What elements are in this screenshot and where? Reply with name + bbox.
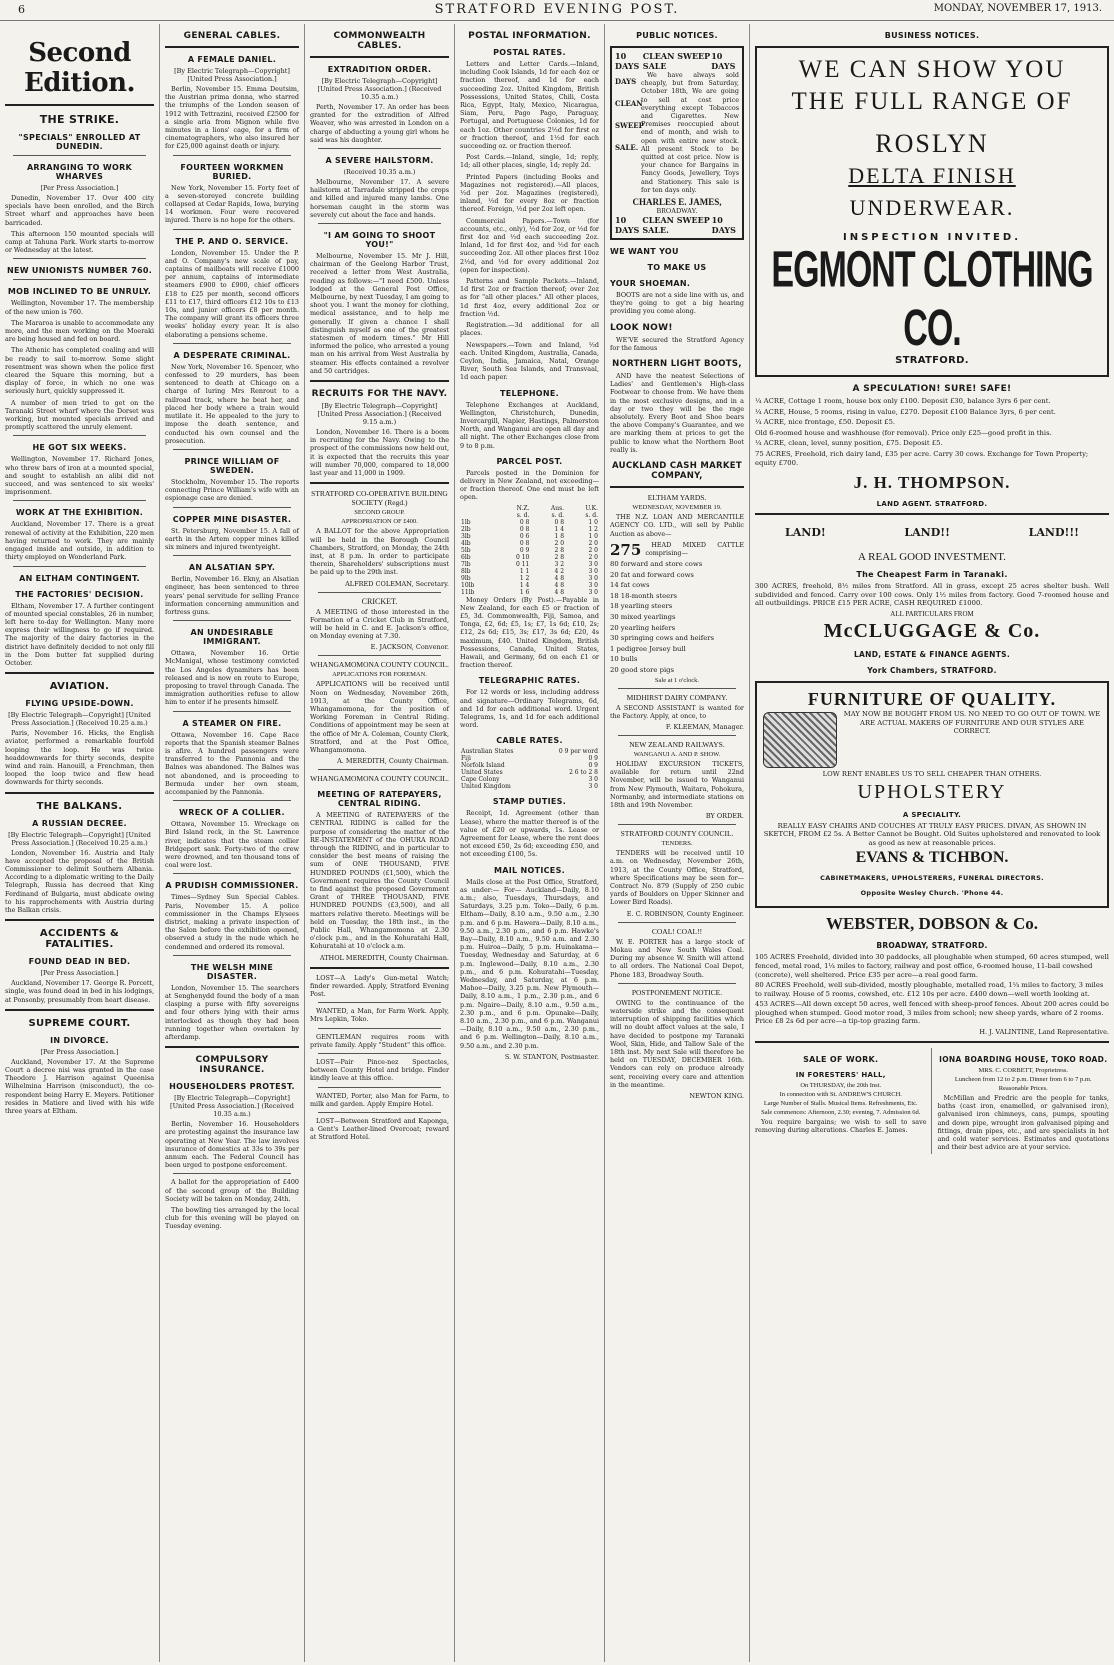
article-heading: TELEPHONE. (499, 388, 560, 398)
article-text: Perth, November 17. An order has been granted for the extradition of Alfred Weaver, who was arrested in London on a charge of abducting a young girl whom he said was his daughter. (310, 103, 449, 144)
article-text: Auckland, November 17. George R. Porcett, single, was found dead in bed in his lodgings, at Ponsonby, presumably from heart disease. (5, 979, 154, 1004)
list-item: 20 good store pigs (610, 666, 674, 675)
article-heading: TELEGRAPHIC RATES. (478, 676, 581, 686)
list-item: 18 yearling steers (610, 602, 673, 611)
byline: [By Electric Telegraph—Copyright] [United Press Association.] (Received 10.25 a.m.) (8, 830, 151, 847)
article-text: Berlin, November 16. Householders are protesting against the insurance law operating at New Year. The law involves insurance of domestics at 33s to 39s per annum each. The Federal Council has been urged to postpone enforcement. (165, 1120, 299, 1170)
section-heading: SUPREME COURT. (28, 1017, 131, 1029)
table-row: 2lb 0 8 1 4 1 2 (461, 525, 598, 533)
list-item: 30 mixed yearlings (610, 613, 676, 622)
section-heading: ACCIDENTS & FATALITIES. (39, 928, 120, 951)
byline: [By Electric Telegraph—Copyright] [United Press Association.] (Received 10.35 a.m.) (170, 1094, 294, 1119)
evans-tichbon-ad: FURNITURE OF QUALITY. MAY NOW BE BOUGHT FROM US. NO NEED TO GO OUT OF TOWN. WE ARE ACTUAL MAKERS OF FURNITURE AND OUR STYLES ARE CORRECT. LOW RENT ENABLES US TO SELL CHEAPER THAN OTHERS. UPHOLSTERY A SPECIALITY. REALLY EASY CHAIRS AND COUCHES AT TRULY EASY PRICES. DIVAN, AS SHOWN IN SKETCH, FROM £2 5s. A Better Cannot be Bought. Old Suites upholstered and renovated to look as good as new at reasonable prices. EVANS & TICHBON. CABINETMAKERS, UPHOLSTERERS, FUNERAL DIRECTORS. Opposite Wesley Church. 'Phone 44. (755, 681, 1109, 908)
classified-ad: WANTED, Porter, also Man for Farm, to milk and garden. Apply Empire Hotel. (310, 1091, 449, 1108)
article-text: Berlin, November 16. Ekny, an Alsatian engineer, has been sentenced to three years' penal servitude for selling France information concerning ammunition and fortress guns. (165, 575, 299, 616)
article-subheading: THE FACTORIES' DECISION. (15, 589, 144, 599)
article-heading: POSTAL RATES. (493, 48, 566, 57)
cable-rates-table (460, 748, 599, 790)
list-item: 75 ACRES, Freehold, rich dairy land, £35 per acre. Carry 30 cows. Exchange for Town Property; equity £700. (755, 449, 1089, 467)
article-text: Printed Papers (including Books and Magazines not registered).—All places, ½d per 2oz. Magazines (registered), inland, ½d for every 8oz or fraction thereof. Foreign, ½d per 2oz left open. (460, 172, 599, 214)
notice-signature: ATHOL MEREDITH, County Chairman. (319, 953, 449, 962)
article-text: Eltham, November 17. A further contingent of mounted special constables, 26 in number, left here to-day for Wellington. Many more express their willingness to go if required. The majority of the dairy factories in the district have definitely decided to not only fill in the Dom butter fat supplied during October. (5, 601, 154, 667)
table-row: 6lb 0 10 2 8 2 0 (461, 553, 598, 561)
article-text: The Mararoa is unable to accommodate any more, and the men working on the Moeraki are being housed and fed on board. (5, 318, 154, 344)
parcel-rates-table (460, 505, 599, 596)
column-5: PUBLIC NOTICES. 10 DAYS CLEAN SWEEP SALE 10 DAYS DAYS CLEAN SWEEP SALE. We have always sold cheaply, but from Saturday, October 18th, We are going to sell at cost price everything except Tobaccos and Cigarettes. New Premises reoccupied about end of month, and wish to open with entire new stock. All present Stock to be quitted at cost price. Now is your chance for Bargains in Fancy Goods, Jewellery, Toys and Stationery. This sale is for ten days only. CHARLES E. JAMES, BROADWAY. 10 DAYS CLEAN SWEEP SALE. 10 DAYS WE WANT YOU TO MAKE US YOUR SHOEMAN. BOOTS are not a side line with us, and they're going to get a big hearing providing you come along. LOOK NOW! WE'VE secured the Stratford Agency for the famous NORTHERN LIGHT BOOTS, AND have the neatest Selections of Ladies' and Gentlemen's High-class Footwear to choose from. We have them in the most exclusive designs, and in a day or two they will be the rage absolutely. Every Boot and Shoe bears the above Company's Guarantee, and we are marking them at prices to get the public to know what the Northern Boot really is. AUCKLAND CASH MARKET COMPANY, ELTHAM YARDS. WEDNESDAY, NOVEMBER 19. THE N.Z. LOAN AND MERCANTILE AGENCY CO. LTD., will sell by Public Auction as above— 275 HEAD MIXED CATTLE comprising— 80 forward and store cows 20 fat and forward cows 14 fat cows 18 18-month steers 18 yearling steers 30 mixed yearlings 20 yearling heifers 30 springing cows and heifers 1 pedigree Jersey bull 10 bulls 20 good store pigs Sale at 1 o'clock. MIDHIRST DAIRY COMPANY. A SECOND ASSISTANT is wanted for the Factory. Apply, at once, to F. KLEEMAN, Manager. NEW ZEALAND RAILWAYS. WANGANUI A. AND P. SHOW. HOLIDAY EXCURSION TICKETS, available for return until 22nd November, will be issued to Wanganui from New Plymouth, Waitara, Pohokura, Normanby, and intermediate stations on 18th and 19th November. BY ORDER. STRATFORD COUNTY COUNCIL. TENDERS. TENDERS will be received until 10 a.m. on Wednesday, November 26th, 1913, at the County Office, Stratford, where Specifications may be seen for— Contract No. 879 (Supply of 250 cubic yards of Boulders on Upper Skinner and Lower Bird Roads). E. C. ROBINSON, County Engineer. COAL! COAL!! W. E. PORTER has a large stock of Mokau and New South Wales Coal. During my absence W. Smith will attend to all orders. The National Coal Depot, Phone 183, Broadway South. POSTPONEMENT NOTICE. OWING to the continuance of the waterside strike and the consequent interruption of shipping facilities which will no doubt affect values at the sale, I have decided to postpone my Taranaki Wool, Skin, Hide, and Tallow Sale of the 18th inst. My next Sale will therefore be held on TUESDAY, DECEMBER 16th. Vendors can rely on produce already sent, receiving every care and attention in the meantime. NEWTON KING. (605, 24, 750, 1662)
article-text: Telephone Exchanges at Auckland, Wellington, Christchurch, Dunedin, Invercargill, Napier, Hastings, Palmerston North, and Wanganui are open all day and all night. The other Exchanges close from 9 to 8 p.m. (460, 400, 599, 450)
article-text: New York, November 16. Spencer, who confessed to 29 murders, has been sentenced to death at Chicago on a charge of luring Mrs Renrout to a railroad track, where he beat her, and placed her body where a train would mutilate it. He appealed to the jury to impose the death sentence, and conducted his own counsel and the prosecution. (165, 362, 299, 445)
notice-text: A MEETING of those interested in the Formation of a Cricket Club in Stratford, will be held in C. and E. Jackson's office, on Monday evening at 7.30. (310, 607, 449, 641)
classified-ad: LOST—Between Stratford and Kaponga, a Gent's Leather-lined Overcoat; reward at Stratford Hotel. (310, 1117, 449, 1142)
byline: [Per Press Association.] (40, 1047, 119, 1056)
article-heading: A SEVERE HAILSTORM. (325, 156, 434, 166)
article-text: Newspapers.—Town and Inland, ½d each. United Kingdom, Australia, Canada, Ceylon, India, Jamaica, Natal, Orange River, South Sea Islands, and Transvaal, 1d each paper. (460, 340, 599, 382)
notice-subheading: SECOND GROUP. (354, 509, 405, 517)
article-text: Ottawa, November 16. Cape Race reports that the Spanish steamer Balnes is afire. A hundred passengers were transferred to the Pannonia and the Balnes was abandoned. The Balnes was not abandoned, and is proceeding to Bermuda under her own steam, accompanied by the Pannonia. (165, 730, 299, 796)
notice-signature: ALFRED COLEMAN, Secretary. (345, 579, 449, 588)
column-1 (0, 24, 160, 1662)
article-heading: A STEAMER ON FIRE. (182, 718, 282, 728)
notice-subheading: APPROPRIATION OF £400. (341, 518, 418, 526)
section-heading: PUBLIC NOTICES. (636, 31, 718, 40)
article-heading: A RUSSIAN DECREE. (32, 818, 127, 828)
list-item: 20 fat and forward cows (610, 570, 694, 579)
article-heading: "I AM GOING TO SHOOT YOU!" (323, 231, 436, 250)
table-row: 1lb 0 8 0 8 1 0 (461, 518, 598, 526)
article-text: Stockholm, November 15. The reports connecting Prince William's wife with an espionage case are denied. (165, 477, 299, 503)
notice-text: A MEETING of RATEPAYERS of the CENTRAL RIDING is called for the purpose of considering the matter of the RE-INSTATEMENT of the OHURA ROAD through the RIDING, and in particular to consider the best means of raising the sum of ONE THOUSAND, FIVE HUNDRED POUNDS (£1,500), which the Government requires the County Council to find against the proposed Government Grant of THREE THOUSAND, FIVE HUNDRED POUNDS (£3,500), and all matters relative thereto. Meetings will be held on Tuesday, the 18th inst., in the Public Hall, Whangamomona at 2.30 o'clock p.m., and in the Kohuratahi Hall, Kohuratahi at 10 o'clock a.m. (310, 811, 449, 951)
article-heading: WRECK OF A COLLIER. (179, 808, 285, 818)
article-heading: AN ELTHAM CONTINGENT. (19, 573, 140, 583)
article-text: Receipt, 1d. Agreement (other than Lease), where the matter thereof is of the value of £20 or upwards, 1s. Lease or Agreement for Lease, where the rent does not exceed £50, 2s 6d; exceeding £50, and not exceeding £100, 5s. (460, 809, 599, 859)
article-heading: CABLE RATES. (496, 736, 563, 746)
article-heading: A PRUDISH COMMISSIONER. (165, 881, 299, 891)
article-text: A ballot for the appropriation of £400 of the second group of the Building Society will be taken on Monday, 24th. (165, 1178, 299, 1203)
article-text: For 12 words or less, including address and signature—Ordinary Telegrams, 6d, and 1d for each additional word. Urgent Telegrams, 1s, and 1d for each additional word. (460, 688, 599, 730)
notice-text: A BALLOT for the above Appropriation will be held in the Borough Council Chambers, Stratford, on Monday, the 24th inst, at 8 p.m. In order to participate therein, Shareholders' subscriptions must be paid up to the 29th inst. (310, 527, 449, 577)
notice-signature: S. W. STANTON, Postmaster. (504, 1052, 599, 1061)
article-text: Ottawa, November 16. Ortie McManigal, whose testimony convicted the Los Angeles dynamiters has been released and is now en route to Europe, proposing to travel through Canada. The immigration authorities refuse to allow him to enter if he presents himself. (165, 649, 299, 707)
article-text: New York, November 15. Forty feet of a seven-storeyed concrete building collapsed at Cedar Rapids, Iowa, burying 14 workmen. Four were recovered injured. There is no hope for the others. (165, 183, 299, 225)
table-header-row: s. d. s. d. s. d. (516, 511, 598, 519)
article-heading: WORK AT THE EXHIBITION. (15, 508, 144, 518)
article-heading: FOUND DEAD IN BED. (28, 957, 131, 967)
article-text: Dunedin, November 17. Over 400 city specials have been enrolled, and the Birch Street wharf and approaches have been barricaded. (5, 194, 154, 227)
classified-ad: LOST—Pair Pince-nez Spectacles, between County Hotel and bridge. Finder kindly leave at this office. (310, 1058, 449, 1083)
article-heading: STAMP DUTIES. (492, 797, 567, 807)
table-row: 11lb 1 6 4 8 3 0 (461, 588, 598, 596)
section-heading: THE STRIKE. (39, 113, 120, 126)
article-text: Ottawa, November 15. Wreckage on Bird Island reck, in the St. Lawrence river, indicates that the steam collier Bridgeport sank. Forty-two of the crew were drowned, and ten thousand tons of coal were lost. (165, 820, 299, 870)
table-row: United States 2 6 to 2 8 (461, 769, 598, 777)
list-item: 30 springing cows and heifers (610, 634, 715, 643)
clean-sweep-sale-ad: 10 DAYS CLEAN SWEEP SALE 10 DAYS DAYS CLEAN SWEEP SALE. We have always sold cheaply, but from Saturday, October 18th, We are going to sell at cost price everything except Tobaccos and Cigarettes. New Premises reoccupied about end of month, and wish to open with entire new stock. All present Stock to be quitted at cost price. Now is your chance for Bargains in Fancy Goods, Jewellery, Toys and Stationery. This sale is for ten days only. CHARLES E. JAMES, BROADWAY. 10 DAYS CLEAN SWEEP SALE. 10 DAYS (610, 46, 744, 240)
article-text: Berlin, November 15. Emma Deutsim, the Austrian prima donna, who starred the triumphs of the London season of 1912 with Tettrazini, received £2500 for a single aria from Mignon while five minutes in a lions' cage, for a firm of cinematographers, who also insured her for £25,000 against death or injury. (165, 85, 299, 151)
table-row: Fiji 0 9 (461, 755, 598, 763)
section-heading: POSTAL INFORMATION. (468, 31, 591, 41)
advertiser-name: CHARLES E. JAMES, (632, 197, 722, 208)
article-text: Melbourne, November 17. A severe hailstorm at Tarradale stripped the crops and killed and injured many lambs. One horseman caught in the storm was severely cut about the face and hands. (310, 178, 449, 219)
notice-heading: WHANGAMOMONA COUNTY COUNCIL. (310, 660, 449, 670)
article-heading: IN DIVORCE. (50, 1035, 109, 1045)
list-item: Old 6-roomed house and washhouse (for removal). Price only £25—good profit in this. (755, 428, 1052, 437)
table-row: Australian States 0 9 per word (461, 748, 598, 756)
table-row: 8lb 1 1 4 2 3 0 (461, 567, 598, 575)
article-text: St. Petersburg, November 15. A fall of earth in the Artem copper mines killed six miners and injured twentyeight. (165, 526, 299, 551)
list-item: 14 fat cows (610, 581, 650, 590)
page-number: 6 (18, 3, 25, 16)
article-heading: FOURTEEN WORKMEN BURIED. (180, 162, 284, 181)
article-heading: MAIL NOTICES. (494, 865, 565, 875)
column-4 (455, 24, 605, 1662)
section-heading: GENERAL CABLES. (183, 31, 281, 41)
byline: [By Electric Telegraph—Copyright] [United Press Association.] (Received 9.15 a.m.) (317, 402, 442, 427)
column-3 (305, 24, 455, 1662)
sale-of-work-ad: SALE OF WORK. IN FORESTERS' HALL, On THURSDAY, the 20th Inst. In connection with St. ANDREW'S CHURCH. Large Number of Stalls. Musical Items. Refreshments, Etc. Sale commences: Afternoon, 2.30; evening, 7. Admission 6d. You require bargains; we wish to sell to save removing during alterations. Charles E. James. (755, 1048, 932, 1154)
classified-ad: GENTLEMAN requires room with private family. Apply "Student" this office. (310, 1032, 449, 1049)
table-header-row: N.Z. Aus. U.K. (516, 504, 598, 512)
table-row: Norfolk Island 0 9 (461, 762, 598, 770)
article-heading: EXTRADITION ORDER. (327, 65, 432, 74)
table-row: 9lb 1 2 4 8 3 0 (461, 574, 598, 582)
article-text: Auckland, November 17. There is a great renewal of activity at the Exhibition, 220 men having returned to work. They are mainly engaged inside and outside, in addition to thirty employed on Wonderland Park. (5, 520, 154, 562)
article-heading: PARCEL POST. (496, 456, 563, 466)
list-item: 105 ACRES Freehold, divided into 30 paddocks, all ploughable when stumped, 60 acres stumped, well fenced, metal road, 1¼ miles to factory, railway and post office, 6-roomed house, 11-bail cowshed (concrete), well sheltered. Price £35 per acre—a real good farm. (755, 953, 1109, 979)
section-heading: BUSINESS NOTICES. (884, 31, 980, 40)
brand-name: EGMONT CLOTHING CO. (771, 241, 1093, 357)
newspaper-title: STRATFORD EVENING POST. (434, 2, 680, 17)
article-heading: HE GOT SIX WEEKS. (32, 443, 127, 453)
article-heading: THE WELSH MINE DISASTER. (190, 962, 274, 981)
list-item: ¼ ACRE, clean, level, sunny position, £75. Deposit £5. (755, 439, 943, 448)
notice-subheading: MEETING OF RATEPAYERS, CENTRAL RIDING. (317, 790, 442, 809)
byline: [Per Press Association.] (40, 184, 119, 192)
byline: [Per Press Association.] (40, 969, 119, 978)
article-text: London, November 16. Austria and Italy have accepted the proposal of the British Commissioner to delimit Southern Albania. According to a diplomatic writing to the Daily Telegraph, Russia has decreed that King Ferdinand of Bulgaria, must abdicate owing to his rapprochements with Austria during the Balkan crisis. (5, 848, 154, 914)
article-text: Commercial Papers.—Town (for accounts, etc., only), ½d for 2oz, or ½d for first 4oz and ½d each succeeding 2oz. Inland, 1d for first 4oz, and ½d for each succeeding 2oz. All other places first 10oz 2½d, and ½d for every additional 2oz (open for inspection). (460, 216, 599, 274)
table-row: United Kingdom 3 0 (461, 783, 598, 791)
article-subheading: ARRANGING TO WORK WHARVES (26, 163, 133, 181)
article-text: Melbourne, November 15. Mr J. Hill, chairman of the Geelong Harbor Trust, received a letter from West Australia, reading as follows:—"I need £500. Unless lodged at the General Post Office, Melbourne, by next Tuesday, I am going to shoot you. I want the money for clothing, medical assistance, and to help me generally. If given a chance I shall distinguish myself as one of the greatest statesmen of modern times." Mr Hill informed the police, who arrested a young man on his arrival from West Australia by steamer. His effects contained a revolver and 50 cartridges. (310, 252, 449, 375)
masthead (0, 0, 1114, 21)
article-heading: AN UNDESIRABLE IMMIGRANT. (190, 628, 274, 647)
table-row: 3lb 0 6 1 8 1 0 (461, 532, 598, 540)
article-text: Registration.—3d additional for all places. (460, 321, 599, 338)
egmont-clothing-ad: WE CAN SHOW YOU THE FULL RANGE OF ROSLYN DELTA FINISH UNDERWEAR. INSPECTION INVITED. EGMONT CLOTHING CO. STRATFORD. (755, 46, 1109, 377)
list-item: 80 forward and store cows (610, 560, 703, 569)
classified-ad: LOST—A Lady's Gun-metal Watch; finder rewarded. Apply, Stratford Evening Post. (310, 973, 449, 999)
article-text: Times—Sydney Sun Special Cables. Paris, November 15. A police commissioner in the Champs Elysees district, making a private inspection of the Salon before the exhibition opened, observed a study in the nude which he condemned and ordered its removal. (165, 893, 299, 951)
article-text: This afternoon 150 mounted specials will camp at Tahuna Park. Work starts to-morrow or Wednesday at the latest. (5, 229, 154, 255)
article-text: Parcels posted in the Dominion for delivery in New Zealand, not exceeding—or fraction thereof. One end must be left open. (460, 468, 599, 502)
list-item: 80 ACRES Freehold, well sub-divided, mostly ploughable, metalled road, 1¼ miles to factory, 3 miles to railway. House of 5 rooms, cowshed, etc. £12 10s per acre. £400 down—well worth looking at. (755, 981, 1104, 998)
classified-ad: WANTED, a Man, for Farm Work. Apply, Mrs Lepkin, Toko. (310, 1007, 449, 1024)
table-row: 7lb 0 11 3 2 3 0 (461, 560, 598, 568)
article-heading: HOUSEHOLDERS PROTEST. (169, 1082, 295, 1092)
list-item: 20 yearling heifers (610, 623, 676, 632)
column-2 (160, 24, 305, 1662)
notice-heading: WHANGAMOMONA COUNTY COUNCIL. (310, 774, 449, 784)
table-row: Cape Colony 3 0 (461, 776, 598, 784)
article-heading: A FEMALE DANIEL. (187, 55, 277, 64)
article-heading: PRINCE WILLIAM OF SWEDEN. (184, 456, 280, 475)
article-text: Money Orders (By Post).—Payable in New Zealand, for each £5 or fraction of £5, 3d. Commonwealth, Fiji, Samoa, and Tonga, £2, 6d; £5, 1s; £7, 1s 6d; £10, 2s; £12, 2s 6d; £15, 3s; £17, 3s 6d; £20, 4s maximum, £40. United Kingdom, British Possessions, Canada, United States, Hawaii, and Germany, 6d on each £1 or fraction thereof. (460, 595, 599, 670)
article-text: Paris, November 16. Hicks, the English aviator, performed a remarkable fourfold looping the loop. He was twice headdownwards for thirty seconds, despite wind and rain. Hanouill, a Frenchman, then looped the loop twice and flew head downwards for thirty seconds. (5, 729, 154, 787)
notice-text: APPLICATIONS will be received until Noon on Wednesday, November 26th, 1913, at the County Office, Whangamomona, for the position of Working Foreman in Central Riding. Conditions of appointment may be seen at the office of Mr A. Coleman, County Clerk, Stratford, and at the Post Office, Whangamomona. (310, 680, 449, 754)
article-text: London, November 15. Under the P. and O. Company's new scale of pay, captains of mailboats will receive £1000 per annum, captains of intermediate steamers £900 to £900, chief officers £18 to £25 per month, second officers £11 to £17, third officers £12 10s to £13 10s, and junior officers £8 per month. The company will grant its officers three weeks' holiday every year. It is also elaborating a pensions scheme. (165, 248, 299, 339)
property-list (755, 397, 1109, 467)
byline: [By Electric Telegraph—Copyright] [United Press Association.] (Received 10.35 a.m.) (317, 77, 442, 101)
column-6-business-notices: BUSINESS NOTICES. WE CAN SHOW YOU THE FULL RANGE OF ROSLYN DELTA FINISH UNDERWEAR. INSPECTION INVITED. EGMONT CLOTHING CO. STRATFORD. A SPECULATION! SURE! SAFE! ¼ ACRE, Cottage 1 room, house box only £100. Deposit £30, balance 3yrs 6 per cent. ¼ ACRE, House, 5 rooms, rising in value, £270. Deposit £100 Balance 3yrs, 6 per cent. ¼ ACRE, nice frontage, £50. Deposit £5. Old 6-roomed house and washhouse (for removal). Price only £25—good profit in this. ¼ ACRE, clean, level, sunny position, £75. Deposit £5. 75 ACRES, Freehold, rich dairy land, £35 per acre. Carry 30 cows. Exchange for Town Property; equity £700. J. H. THOMPSON. LAND AGENT. STRATFORD. LAND! LAND!! LAND!!! A REAL GOOD INVESTMENT. The Cheapest Farm in Taranaki. 300 ACRES, freehold, 8½ miles from Stratford. All in grass, except 25 acres shelter bush. Well subdivided and fenced. Carry over 100 cows. Only 1½ miles from factory. Good 7-roomed house and all outbuildings. PRICE £15 PER ACRE, CASH REQUIRED £1000. ALL PARTICULARS FROM McCLUGGAGE & Co. LAND, ESTATE & FINANCE AGENTS. York Chambers, STRATFORD. FURNITURE OF QUALITY. MAY NOW BE BOUGHT FROM US. NO NEED TO GO OUT OF TOWN. WE ARE ACTUAL MAKERS OF FURNITURE AND OUR STYLES ARE CORRECT. LOW RENT ENABLES US TO SELL CHEAPER THAN OTHERS. UPHOLSTERY A SPECIALITY. REALLY EASY CHAIRS AND COUCHES AT TRULY EASY PRICES. DIVAN, AS SHOWN IN SKETCH, FROM £2 5s. A Better Cannot be Bought. Old Suites upholstered and renovated to look as good as new at reasonable prices. EVANS & TICHBON. CABINETMAKERS, UPHOLSTERERS, FUNERAL DIRECTORS. Opposite Wesley Church. 'Phone 44. WEBSTER, DOBSON & Co. BROADWAY, STRATFORD. 105 ACRES Freehold, divided into 30 paddocks, all ploughable when stumped, 60 acres stumped, well fenced, metal road, 1¼ miles to factory, railway and post office, 6-roomed house, 11-bail cowshed (concrete), well sheltered. Price £35 per acre—a real good farm. 80 ACRES Freehold, well sub-divided, mostly ploughable, metalled road, 1¼ miles to factory, 3 miles to railway. House of 5 rooms, cowshed, etc. £12 10s per acre. £400 down—well worth looking at. 453 ACRES—All down except 50 acres, well fenced with sheep-proof fences. About 200 acres could be ploughed when stumped. Good motor road, 3 miles from school; new sheep yards, whare of 2 rooms. Price £8 2s 6d per acre—a tip-top grazing farm. H. J. VALINTINE, Land Representative. SALE OF WORK. IN FORESTERS' HALL, On THURSDAY, the 20th Inst. In connection with St. ANDREW'S CHURCH. Large Number of Stalls. Musical Items. Refreshments, Etc. Sale commences: Afternoon, 2.30; evening, 7. Admission 6d. You require bargains; we wish to sell to save removing during alterations. Charles E. James. IONA BOARDING HOUSE, TOKO ROAD. MRS. C. CORBETT, Proprietress. Luncheon from 12 to 2 p.m. Dinner from 6 to 7 p.m. Reasonable Prices. McMillan and Fredric are the people for tanks, baths (cast iron, enamelled, or galvanised iron), galvanised iron chimneys, cans, pumps, spouting and down pipe, wrought iron galvanised piping and fittings, drain pipes, etc., and are specialists in hot and cold water services. Estimates and quotations and their best advice are at your service. (750, 24, 1114, 1662)
article-text: Mails close at the Post Office, Stratford, as under:— For— Auckland—Daily, 8.10 a.m.; also, Tuesdays, Thursdays, and Saturdays, 3.25 p.m. Toko—Daily, 6 p.m. Eltham—Daily, 8.10 a.m., 9.50 a.m., 2.30 p.m. and 6 p.m. Hawera—Daily, 8.10 a.m., 9.50 a.m., 2.30 p.m., and 6 p.m. Hawke's Bay—Daily, 8.10 a.m., 9.50 a.m. and 2.30 p.m. Huiroa—Daily, 5 p.m. Huinakama—Tuesday, Wednesday and Saturday, at 6 p.m. Inglewood—Daily, 8.10 a.m., 2.30 p.m., and 6 p.m. Kohuratahi—Tuesday, Wednesday, and Saturday, at 6 p.m. Mahoe—Daily, 3.25 p.m. New Plymouth—Daily, 8.10 a.m., 1 p.m., 2.30 p.m., and 6 p.m. Ngaire—Daily, 8.10 a.m., 9.50 a.m., 2.30 p.m., and 6 p.m. Opunake—Daily, 8.10 a.m., 2.30 p.m., and 6 p.m. Wanganui—Daily, 8.10 a.m., 9.50 a.m., 2.30 p.m., and 6 p.m. Wellington—Daily, 8.10 a.m., 9.50 a.m., and 2.30 p.m. (460, 877, 599, 1050)
article-heading: THE P. AND O. SERVICE. (175, 236, 289, 246)
edition-title: Second Edition. (23, 38, 136, 98)
article-text: London, November 15. The searchers at Senghenydd found the body of a man clasping a purse with fifty sovereigns and four others lying with their arms interlocked as though they had been running together when overtaken by afterdamp. (165, 983, 299, 1042)
list-item: 10 bulls (610, 655, 638, 664)
list-item: ¼ ACRE, House, 5 rooms, rising in value, £270. Deposit £100 Balance 3yrs, 6 per cent. (755, 407, 1056, 416)
byline: [By Electric Telegraph—Copyright] [United Press Association.] (174, 67, 290, 83)
article-text: Post Cards.—Inland, single, 1d; reply, 1d; all other places, single, 1d; reply 2d. (460, 153, 599, 170)
table-row: 5lb 0 9 2 8 2 0 (461, 546, 598, 554)
article-text: Patterns and Sample Packets.—Inland, 1d first 2oz or fraction thereof; over 2oz as for "all other places." All other places, 1d first 4oz, every additional 2oz or fraction ½d. (460, 277, 599, 318)
list-item: 453 ACRES—All down except 50 acres, well fenced with sheep-proof fences. About 200 acres could be ploughed when stumped. Good motor road, 3 miles from school; new sheep yards, whare of 2 rooms. Price £8 2s 6d per acre—a tip-top grazing farm. (755, 1000, 1109, 1026)
list-item: ¼ ACRE, Cottage 1 room, house box only £100. Deposit £30, balance 3yrs 6 per cent. (755, 397, 1051, 405)
section-heading: AVIATION. (49, 681, 110, 693)
notice-heading: STRATFORD CO-OPERATIVE BUILDING SOCIETY (Regd.) (311, 489, 448, 508)
byline: [By Electric Telegraph—Copyright] [United Press Association.] (Received 10.25 a.m.) (8, 711, 151, 728)
ad-text: WE'VE secured the Stratford Agency for the famous (610, 335, 744, 352)
section-heading: COMPULSORY INSURANCE. (195, 1055, 269, 1076)
table-row: 4lb 0 8 2 0 2 0 (461, 539, 598, 547)
article-text: The bowling ties arranged by the local club for this evening will be played on Tuesday evening. (165, 1206, 299, 1231)
article-heading: MOB INCLINED TO BE UNRULY. (7, 287, 152, 297)
notice-heading: CRICKET. (361, 596, 398, 606)
ad-text: BOOTS are not a side line with us, and they're going to get a big hearing providing you come along. (610, 291, 744, 316)
article-text: London, November 16. There is a boom in recruiting for the Navy. Owing to the prospect of the commissions now held out, it is expected that the recruits this year will number 70,000, compared to 18,000 last year and 11,000 in 1909. (310, 428, 449, 478)
article-heading: RECRUITS FOR THE NAVY. (311, 389, 448, 400)
article-heading: AN ALSATIAN SPY. (188, 563, 276, 573)
notice-signature: E. JACKSON, Convenor. (370, 643, 449, 652)
article-text: A number of men tried to get on the Taranaki Street wharf where the Dorset was working, but mounted specials arrived and promptly scattered the unruly element. (5, 398, 154, 432)
article-text: Wellington, November 17. Richard Jones, who threw bars of iron at a mounted special, and sought to establish an alibi did not succeed, and was sentenced to six weeks' imprisonment. (5, 455, 154, 497)
article-heading: A DESPERATE CRIMINAL. (173, 350, 291, 360)
article-text: Letters and Letter Cards.—Inland, including Cook Islands, 1d for each 4oz or fraction thereof, and 1d for each succeeding 2oz. United Kingdom, British Possessions, United States, Chili, Costa Rica, Egypt, Italy, Mexico, Nicaragua, Siam, Peru, Pago Pago, Paraguay, Portugal, and Portuguese Colonies, 1d for each 1oz. Other countries 2½d for first oz or fraction thereof, and 1½d for each succeeding oz. or fraction thereof. (460, 60, 599, 151)
divan-sketch (763, 712, 837, 768)
list-item: ¼ ACRE, nice frontage, £50. Deposit £5. (755, 418, 896, 427)
article-text: The Athenic has completed coaling and will be ready to sail to-morrow. Some slight resentment was shown when the police first cleared the Square this morning, but a display of force, in which no one was seriously hurt, quickly suppressed it. (5, 346, 154, 396)
ad-text: We have always sold cheaply, but from Saturday, October 18th, We are going to sell at cost price everything except Tobaccos and Cigarettes. New Premises reoccupied about end of month, and wish to open with entire new stock. All present Stock to be quitted at cost price. Now is your chance for Bargains in Fancy Goods, Jewellery, Toys and Stationery. This sale is for ten days only. (641, 71, 739, 194)
section-heading: COMMONWEALTH CABLES. (333, 31, 426, 51)
article-heading: COPPER MINE DISASTER. (172, 514, 292, 524)
iona-boarding-house-ad: IONA BOARDING HOUSE, TOKO ROAD. MRS. C. CORBETT, Proprietress. Luncheon from 12 to 2 p.m. Dinner from 6 to 7 p.m. Reasonable Prices. McMillan and Fredric are the people for tanks, baths (cast iron, enamelled, or galvanised iron), galvanised iron chimneys, cans, pumps, spouting and down pipe, wrought iron galvanised piping and fittings, drain pipes, etc., and are specialists in hot and cold water services. Estimates and quotations and their best advice are at your service. (937, 1055, 1109, 1152)
livestock-list (610, 560, 744, 675)
ad-text: AND have the neatest Selections of Ladies' and Gentlemen's High-class Footwear to choose from. We have them in the most exclusive designs, and in a day or two they will be the rage absolutely. Every Boot and Shoe bears the above Company's Guarantee, and we are marking them at prices to get the public to know what the Northern Boot really is. (610, 372, 744, 454)
issue-date: MONDAY, NOVEMBER 17, 1913. (933, 3, 1102, 14)
article-heading: FLYING UPSIDE-DOWN. (25, 699, 134, 709)
section-heading: THE BALKANS. (36, 800, 123, 812)
property-list (755, 953, 1109, 1026)
notice-signature: A. MEREDITH, County Chairman. (337, 757, 449, 766)
list-item: 1 pedigree Jersey bull (610, 644, 686, 653)
article-heading: "SPECIALS" ENROLLED AT DUNEDIN. (18, 133, 141, 151)
byline: (Received 10.35 a.m.) (343, 168, 416, 177)
notice-subheading: APPLICATIONS FOR FOREMAN. (332, 671, 427, 679)
list-item: 18 18-month steers (610, 591, 677, 600)
article-heading: NEW UNIONISTS NUMBER 760. (6, 266, 153, 276)
article-text: Auckland, November 17. At the Supreme Court a decree nisi was granted in the case Theodore J. Harrison against Queenisa Wilhelmina Harrison (misconduct), the co-respondent being Harry E. Meyers. Petitioner resides in Matiere and lived with his wife three years at Eltham. (5, 1057, 154, 1115)
table-row: 10lb 1 4 4 8 3 0 (461, 581, 598, 589)
article-text: Wellington, November 17. The membership of the new union is 760. (5, 299, 154, 316)
